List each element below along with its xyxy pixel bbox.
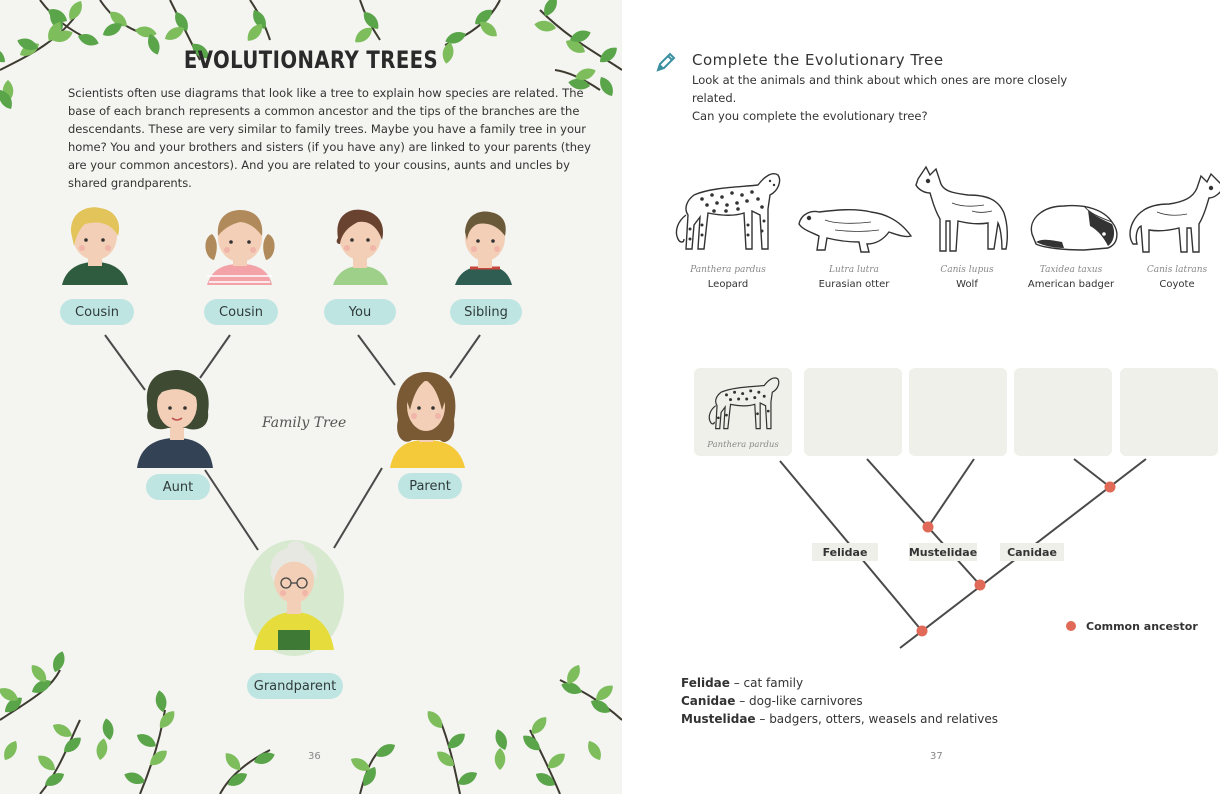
tag-canidae: Canidae bbox=[1000, 543, 1064, 561]
label-cousin-1: Cousin bbox=[60, 299, 134, 325]
cousin-portrait-1 bbox=[62, 207, 128, 285]
intro-paragraph: Scientists often use diagrams that look like a tree to explain how species are related. The base of each branch represents a common ancestor and the tips of the branches are the descendants. These are very similar to family trees. Maybe you have a family tree in your home? You and your brothers and sisters (if you have any) are linked to your parents (they are your common ancestors). And you are related to your cousins, aunts and uncles by shared grandparents. bbox=[68, 86, 591, 190]
family-tree-caption: Family Tree bbox=[262, 415, 347, 431]
animal-common-2: Eurasian otter bbox=[818, 279, 890, 290]
definitions bbox=[681, 674, 998, 728]
label-parent: Parent bbox=[398, 473, 462, 499]
tag-felidae: Felidae bbox=[812, 543, 878, 561]
label-cousin-2: Cousin bbox=[204, 299, 278, 325]
label-you: You bbox=[324, 299, 396, 325]
page-title: EVOLUTIONARY TREES bbox=[183, 46, 439, 74]
page-number-left: 36 bbox=[308, 751, 321, 762]
definition-term: Felidae bbox=[681, 676, 730, 690]
aunt-portrait bbox=[137, 370, 213, 468]
definition-canidae bbox=[681, 692, 998, 710]
animal-latin-5: Canis latrans bbox=[1146, 265, 1208, 275]
grandparent-portrait bbox=[244, 540, 344, 656]
legend-label: Common ancestor bbox=[1086, 620, 1198, 633]
slot-latin-1: Panthera pardus bbox=[707, 440, 779, 450]
exercise-title: Complete the Evolutionary Tree bbox=[692, 51, 944, 69]
definition-term: Mustelidae bbox=[681, 712, 756, 726]
definition-felidae bbox=[681, 674, 998, 692]
cousin-portrait-2 bbox=[205, 210, 274, 285]
label-sibling: Sibling bbox=[450, 299, 522, 325]
definition-term: Canidae bbox=[681, 694, 736, 708]
animal-latin-1: Panthera pardus bbox=[690, 265, 766, 275]
right-page bbox=[622, 0, 1220, 794]
instruction-line-1: Look at the animals and think about which ones are more closely related. bbox=[692, 73, 1068, 105]
animal-common-3: Wolf bbox=[956, 279, 978, 290]
definition-text: – dog-like carnivores bbox=[735, 694, 863, 708]
instruction-line-2: Can you complete the evolutionary tree? bbox=[692, 109, 928, 123]
definition-text: – cat family bbox=[729, 676, 804, 690]
definition-text: – badgers, otters, weasels and relatives bbox=[755, 712, 999, 726]
legend-dot-icon bbox=[1066, 621, 1076, 631]
animal-common-4: American badger bbox=[1027, 279, 1115, 290]
you-portrait bbox=[333, 210, 388, 285]
animal-common-1: Leopard bbox=[707, 279, 749, 290]
tag-mustelidae: Mustelidae bbox=[909, 543, 977, 561]
animal-latin-4: Taxidea taxus bbox=[1039, 265, 1103, 275]
sibling-portrait bbox=[455, 212, 512, 285]
definition-mustelidae bbox=[681, 710, 998, 728]
label-aunt: Aunt bbox=[146, 474, 210, 500]
parent-portrait bbox=[390, 372, 465, 468]
label-grandparent: Grandparent bbox=[247, 673, 343, 699]
animal-latin-2: Lutra lutra bbox=[829, 265, 879, 275]
animal-common-5: Coyote bbox=[1159, 279, 1195, 290]
page-number-right: 37 bbox=[930, 751, 943, 762]
animal-latin-3: Canis lupus bbox=[940, 265, 994, 275]
